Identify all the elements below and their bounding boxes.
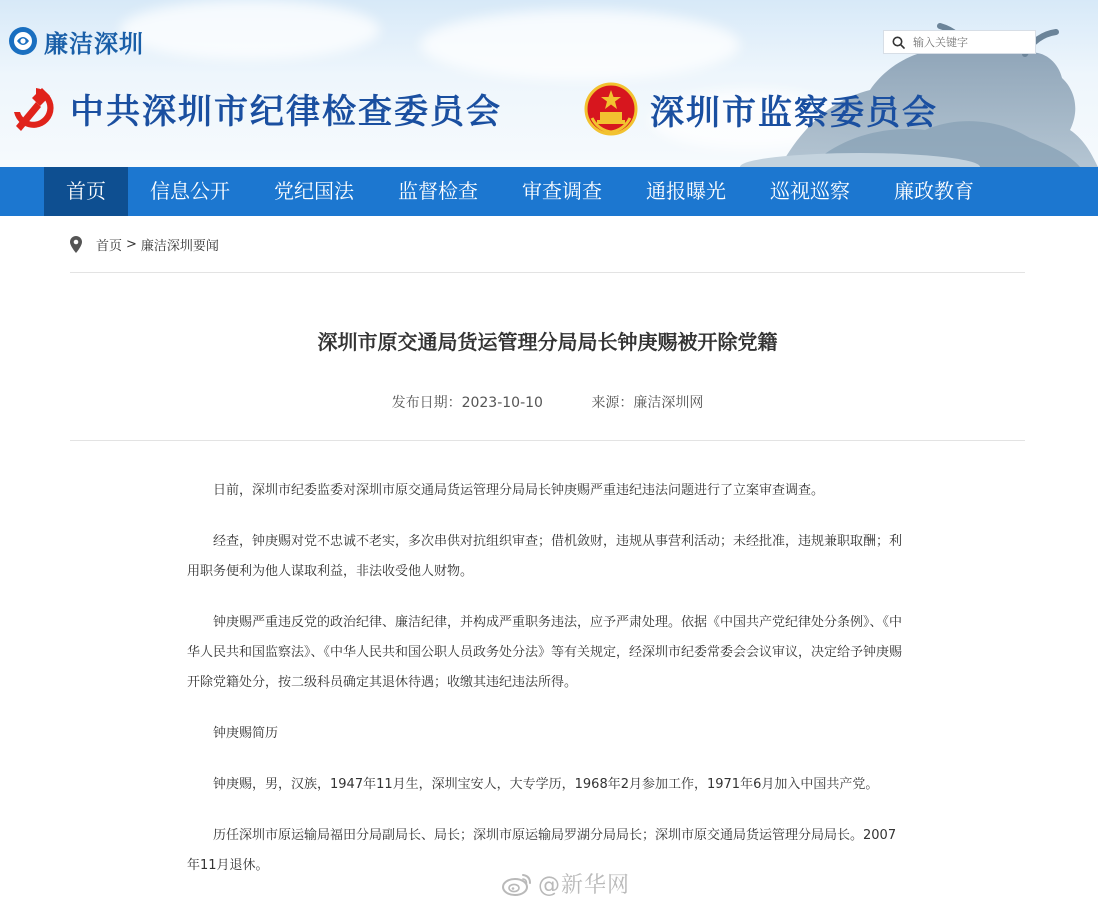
header-banner — [0, 0, 1098, 167]
main-nav — [0, 167, 1098, 216]
nav-item-exposure[interactable]: 通报曝光 — [646, 179, 726, 203]
article-paragraph: 日前，深圳市纪委监委对深圳市原交通局货运管理分局局长钟庚赐严重违纪违法问题进行了立案审查调查。 — [213, 483, 825, 498]
divider — [70, 272, 1025, 273]
divider — [70, 440, 1025, 441]
search-input[interactable] — [911, 35, 1025, 50]
watermark — [502, 868, 630, 899]
national-emblem-icon — [584, 82, 638, 136]
article-body — [187, 476, 909, 902]
site-name: 廉洁深圳 — [44, 29, 144, 58]
location-pin-icon — [70, 236, 82, 253]
org-title-party-commission — [6, 82, 502, 134]
org-name-right: 深圳市监察委员会 — [650, 92, 938, 133]
article-paragraph: 钟庚赐，男，汉族，1947年11月生，深圳宝安人，大专学历，1968年2月参加工作，1971年6月加入中国共产党。 — [213, 777, 879, 792]
site-logo[interactable] — [8, 22, 144, 60]
nav-item-inspection[interactable]: 巡视巡察 — [770, 179, 850, 203]
search-icon[interactable] — [892, 36, 905, 49]
search-box[interactable] — [883, 30, 1036, 54]
breadcrumb-section-link[interactable]: 廉洁深圳要闻 — [140, 238, 219, 254]
nav-item-investigation[interactable]: 审查调查 — [522, 179, 602, 203]
nav-item-party-discipline[interactable]: 党纪国法 — [274, 179, 354, 203]
article-paragraph: 钟庚赐简历 — [213, 726, 279, 741]
site-logo-icon — [8, 26, 38, 56]
watermark-text: @新华网 — [538, 873, 631, 898]
org-title-supervision-commission — [584, 82, 938, 136]
article-paragraph: 历任深圳市原运输局福田分局副局长、局长；深圳市原运输局罗湖分局局长；深圳市原交通局货运管理分局局长。2007年11月退休。 — [187, 828, 897, 873]
breadcrumb-home-link[interactable]: 首页 — [96, 238, 123, 254]
nav-item-integrity-education[interactable]: 廉政教育 — [894, 179, 974, 203]
nav-item-supervision[interactable]: 监督检查 — [398, 179, 478, 203]
breadcrumb — [70, 234, 219, 254]
nav-item-home[interactable]: 首页 — [44, 167, 128, 216]
article-paragraph: 经查，钟庚赐对党不忠诚不老实，多次串供对抗组织审查；借机敛财，违规从事营利活动；未经批准，违规兼职取酬；利用职务便利为他人谋取利益，非法收受他人财物。 — [187, 534, 903, 579]
org-name-left: 中共深圳市纪律检查委员会 — [70, 91, 502, 132]
nav-item-info-disclosure[interactable]: 信息公开 — [150, 179, 230, 203]
weibo-icon — [502, 872, 532, 896]
article-title: 深圳市原交通局货运管理分局局长钟庚赐被开除党籍 — [317, 330, 778, 354]
article-meta — [70, 392, 1025, 412]
nav-items — [44, 167, 996, 216]
publish-date: 发布日期：2023-10-10 — [391, 395, 543, 411]
breadcrumb-separator: > — [126, 236, 137, 252]
article-paragraph: 钟庚赐严重违反党的政治纪律、廉洁纪律，并构成严重职务违法，应予严肃处理。依据《中国共产党纪律处分条例》、《中华人民共和国监察法》、《中华人民共和国公职人员政务处分法》等有关规定，经深圳市纪委常委会会议审议，决定给予钟庚赐开除党籍处分，按二级科员确定其退休待遇；收缴其违纪违法所得。 — [187, 615, 903, 690]
banner-cloud — [120, 0, 380, 60]
party-emblem-icon — [6, 82, 58, 134]
article-source: 来源：廉洁深圳网 — [591, 395, 704, 411]
banner-cloud — [420, 10, 740, 80]
